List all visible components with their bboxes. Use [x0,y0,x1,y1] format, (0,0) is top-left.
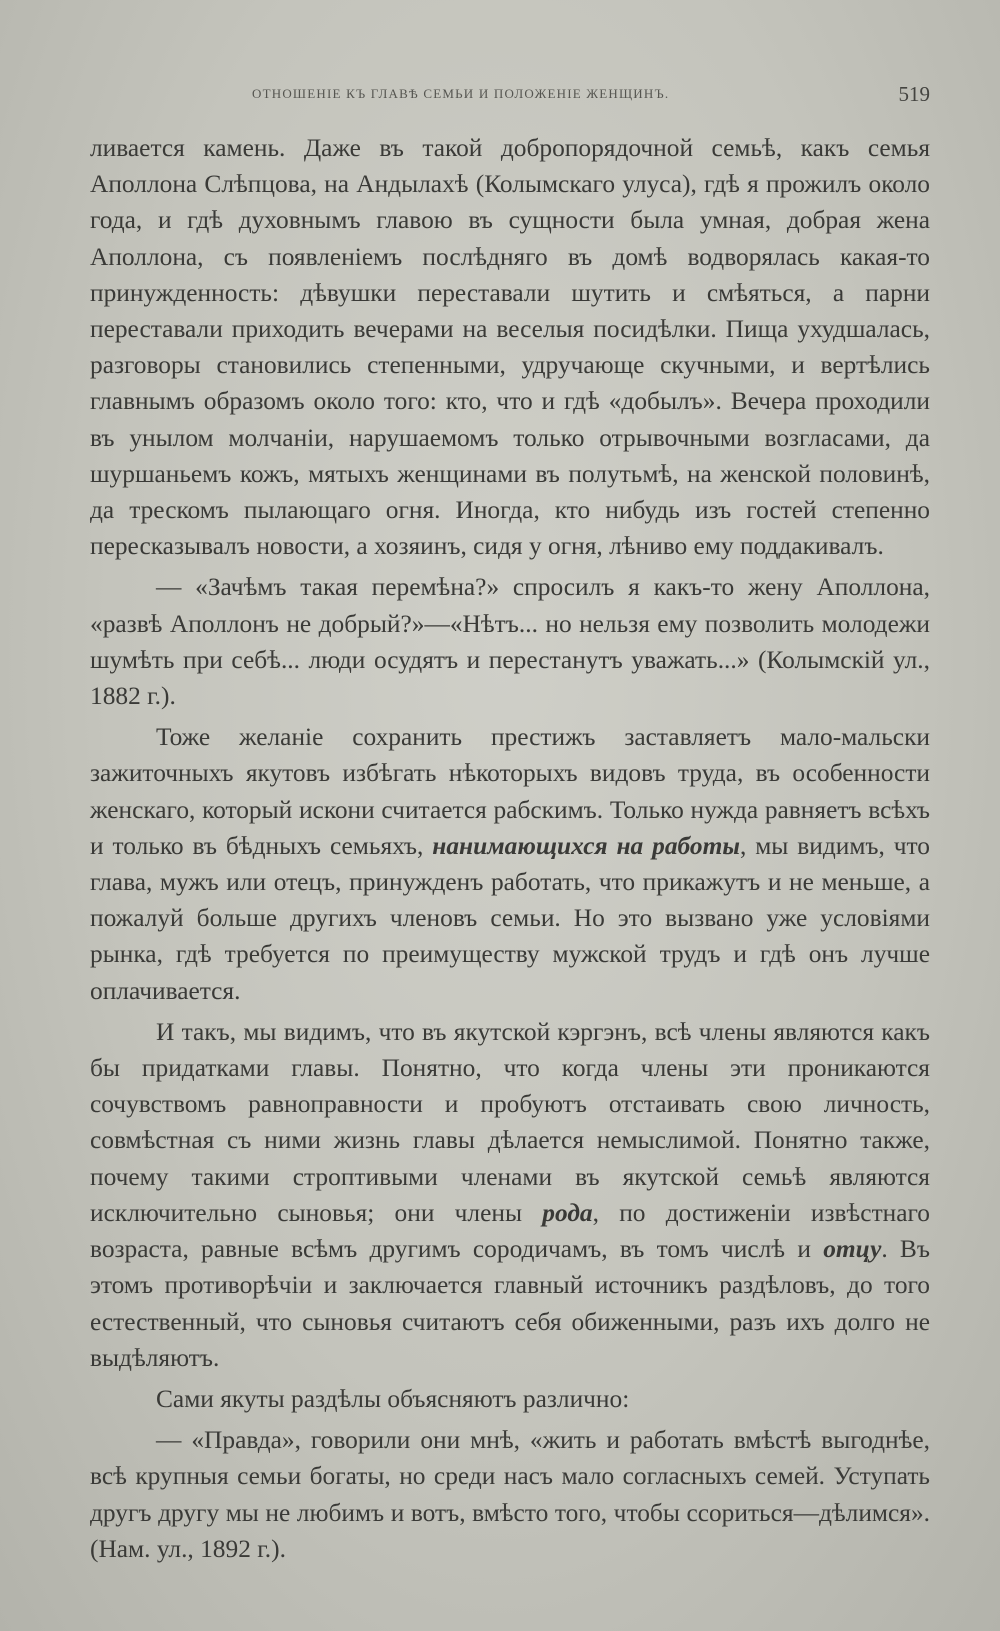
paragraph-text: , по достиженіи извѣстнаго возраста, равные всѣмъ другимъ сородичамъ, въ томъ числѣ и [90,1198,930,1264]
paragraph [90,1422,930,1567]
paragraph-text: , мы видимъ, что глава, мужъ или отецъ, принужденъ работать, что прикажутъ и не меньше, а пожалуй больше другихъ членовъ семьи. Но это вызвано уже условіями рынка, гдѣ требуется по преимуществу мужской трудъ и гдѣ онъ лучше оплачивается. [90,831,931,1005]
paragraph-text: Тоже желаніе сохранить престижъ заставляетъ мало-мальски зажиточныхъ якутовъ избѣгать нѣкоторыхъ видовъ труда, въ особенности женскаго, который искони считается рабскимъ. Только нужда равняетъ всѣхъ и только въ бѣдныхъ семьяхъ, [90,723,930,860]
emphasized-text: отцу [823,1235,882,1264]
emphasized-text: нанимающихся на работы [432,831,740,860]
running-head [90,82,930,112]
paragraph-text: — «Зачѣмъ такая перемѣна?» спросилъ я какъ-то жену Аполлона, «развѣ Аполлонъ не добрый?»—«Нѣтъ... но нельзя ему позволить молодежи шумѣть при себѣ... люди осудятъ и перестанутъ уважать...» (Колымскій ул., 1882 г.). [90,573,930,711]
page-number: 519 [898,82,930,106]
body-text [90,130,930,1567]
paragraph-text: ливается камень. Даже въ такой добропорядочной семьѣ, какъ семья Аполлона Слѣпцова, на Андылахѣ (Колымскаго улуса), гдѣ я прожилъ около года, и гдѣ духовнымъ главою въ сущности была умная, добрая жена Аполлона, съ появленіемъ послѣдняго въ домѣ водворялась какая-то принужденность: дѣвушки переставали шутить и смѣяться, а парни переставали приходить вечерами на веселыя посидѣлки. Пища ухудшалась, разговоры становились степенными, удручающе скучными, и вертѣлись главнымъ образомъ около того: кто, что и гдѣ «добылъ». Вечера проходили въ унылом молчаніи, нарушаемомъ только отрывочными возгласами, да шуршаньемъ кожъ, мятыхъ женщинами въ полутьмѣ, на женской половинѣ, да трескомъ пылающаго огня. Иногда, кто нибудь изъ гостей степенно пересказывалъ новости, а хозяинъ, сидя у огня, лѣниво ему поддакивалъ. [90,134,930,561]
paragraph [90,1014,930,1376]
paragraph-text: Сами якуты раздѣлы объясняютъ различно: [156,1384,630,1413]
paragraph-text: И такъ, мы видимъ, что въ якутской кэргэнъ, всѣ члены являются какъ бы придатками главы. Понятно, что когда члены эти проникаются сочувствомъ равноправности и пробуютъ отстаивать свою личность, совмѣстная съ ними жизнь главы дѣлается немыслимой. Понятно также, почему такими строптивыми членами въ якутской семьѣ являются исключительно сыновья; они члены [90,1017,930,1227]
paragraph-text: . Въ этомъ противорѣчіи и заключается главный источникъ раздѣловъ, до того естественный, что сыновья считаютъ себя обиженными, разъ ихъ долго не выдѣляютъ. [90,1235,931,1372]
running-head-title: ОТНОШЕНІЕ КЪ ГЛАВѢ СЕМЬИ И ПОЛОЖЕНІЕ ЖЕНЩИНЪ. [252,86,670,101]
paragraph [90,1381,930,1417]
paragraph [90,130,930,564]
paragraph [90,569,930,714]
paragraph [90,719,930,1009]
emphasized-text: рода [542,1198,593,1227]
paragraph-text: — «Правда», говорили они мнѣ, «жить и работать вмѣстѣ выгоднѣе, всѣ крупныя семьи богаты, но среди насъ мало согласныхъ семей. Уступать другъ другу мы не любимъ и вотъ, вмѣсто того, чтобы ссориться—дѣлимся». (Нам. ул., 1892 г.). [90,1426,930,1563]
